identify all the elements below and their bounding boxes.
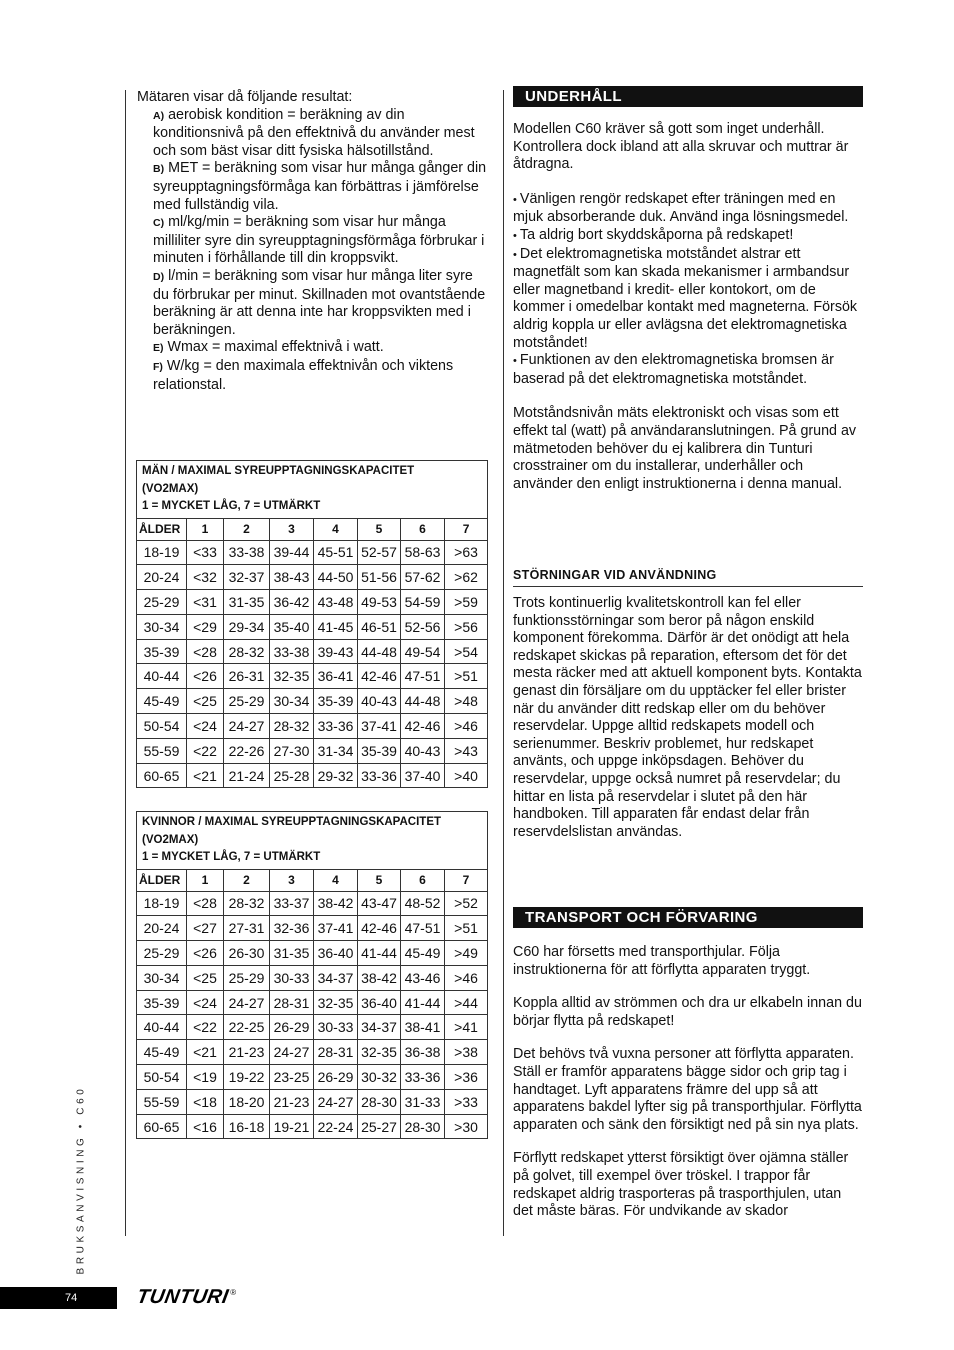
women-header-cell: 5 bbox=[358, 869, 401, 891]
men-caption-line3: 1 = MYCKET LÅG, 7 = UTMÄRKT bbox=[142, 500, 321, 512]
value-cell: 58-63 bbox=[401, 540, 445, 565]
bullet-item bbox=[513, 246, 863, 353]
value-cell: 29-34 bbox=[224, 614, 270, 639]
value-cell: <26 bbox=[187, 941, 224, 966]
age-cell: 35-39 bbox=[137, 639, 187, 664]
value-cell: 38-41 bbox=[401, 1015, 445, 1040]
value-cell: 42-46 bbox=[401, 714, 445, 739]
value-cell: 38-42 bbox=[358, 965, 401, 990]
value-cell: 43-48 bbox=[314, 590, 358, 615]
value-cell: 26-31 bbox=[224, 664, 270, 689]
table-row bbox=[137, 990, 488, 1015]
value-cell: >59 bbox=[445, 590, 488, 615]
value-cell: 21-23 bbox=[224, 1040, 270, 1065]
age-cell: 40-44 bbox=[137, 664, 187, 689]
men-vo2max-table bbox=[136, 460, 488, 788]
women-header-cell: 6 bbox=[401, 869, 445, 891]
men-caption-line2: (VO2MAX) bbox=[142, 482, 199, 495]
motstand-paragraph: Motståndsnivån mäts elektroniskt och visas som ett effekt tal (watt) på användaranslutningen. På grund av mätmetoden behöver du ej kalibrera din Tunturi crosstrainer om du installerar, underhåller och använder den enligt instruktionerna i denna manual. bbox=[513, 405, 857, 492]
value-cell: 34-37 bbox=[314, 965, 358, 990]
age-cell: 20-24 bbox=[137, 916, 187, 941]
definition-label: B) bbox=[153, 163, 165, 176]
value-cell: 21-24 bbox=[224, 763, 270, 788]
value-cell: 33-36 bbox=[314, 714, 358, 739]
value-cell: >51 bbox=[445, 664, 488, 689]
value-cell: >36 bbox=[445, 1065, 488, 1090]
table-row bbox=[137, 1015, 488, 1040]
men-table-caption bbox=[137, 461, 488, 519]
value-cell: 33-37 bbox=[270, 891, 314, 916]
transport-paragraph-4: Förflytt redskapet ytterst försiktigt över ojämna ställer på golvet, till exempel över tröskel. I trappor får redskapet aldrig trasporteras på trasporthjulen, utan det måste bäras. För undvikande av skador bbox=[513, 1150, 849, 1220]
age-cell: 20-24 bbox=[137, 565, 187, 590]
value-cell: 35-40 bbox=[270, 614, 314, 639]
age-cell: 60-65 bbox=[137, 763, 187, 788]
storningar-paragraph: Trots kontinuerlig kvalitetskontroll kan fel eller funktionsstörningar som beror på någon enskild komponent förekomma. Därför är det onödigt att hela redskapet skickas på reparation, eftersom det för det mesta räcker med att aktuell komponent byts. Kontakta genast din försäljare om du upptäcker fel eller brister när du använder ditt redskap eller om du behöver reservdelar. Uppge alltid redskapets modell och serienummer. Beskriv problemet, hur redskapet använts, och uppge inköpsdagen. Behöver du reservdelar, uppge också numret på reservdelar; du hittar en lista på reservdelar i slutet på den här handboken. Till apparaten får endast delar från reservdelslistan användas. bbox=[513, 595, 862, 840]
men-header-cell: 7 bbox=[445, 518, 488, 540]
manual-side-label: BRUKSANVISNING • C60 bbox=[75, 1085, 87, 1275]
value-cell: 28-32 bbox=[224, 891, 270, 916]
value-cell: 33-38 bbox=[224, 540, 270, 565]
value-cell: >63 bbox=[445, 540, 488, 565]
value-cell: <22 bbox=[187, 1015, 224, 1040]
age-cell: 30-34 bbox=[137, 965, 187, 990]
value-cell: 41-44 bbox=[401, 990, 445, 1015]
brand-wordmark: TUNTURI bbox=[135, 1286, 231, 1308]
bullet-dot-icon: • bbox=[513, 229, 520, 242]
age-cell: 25-29 bbox=[137, 941, 187, 966]
women-header-cell: 3 bbox=[270, 869, 314, 891]
value-cell: 29-32 bbox=[314, 763, 358, 788]
definition-item bbox=[137, 160, 487, 214]
value-cell: >33 bbox=[445, 1089, 488, 1114]
value-cell: 22-26 bbox=[224, 738, 270, 763]
value-cell: <31 bbox=[187, 590, 224, 615]
women-header-cell: ÅLDER bbox=[137, 869, 187, 891]
transport-heading: TRANSPORT OCH FÖRVARING bbox=[513, 907, 863, 928]
value-cell: 32-35 bbox=[270, 664, 314, 689]
bullet-text: Vänligen rengör redskapet efter träningen med en mjuk absorberande duk. Använd inga lösningsmedel. bbox=[513, 190, 849, 226]
women-header-cell: 2 bbox=[224, 869, 270, 891]
value-cell: 30-34 bbox=[270, 689, 314, 714]
value-cell: 24-27 bbox=[314, 1089, 358, 1114]
definition-label: F) bbox=[153, 360, 163, 373]
women-header-cell: 7 bbox=[445, 869, 488, 891]
value-cell: 18-20 bbox=[224, 1089, 270, 1114]
transport-paragraph-3: Det behövs två vuxna personer att förflytta apparaten. Ställ er framför apparatens bägge sidor och grip tag i handtaget. Lyft apparatens främre del upp så att apparatens bakdel lyfter sig på transporthjular. Förflytta apparaten och sänk den försiktigt ned på sin nya plats. bbox=[513, 1046, 862, 1133]
value-cell: 26-29 bbox=[314, 1065, 358, 1090]
value-cell: <33 bbox=[187, 540, 224, 565]
value-cell: 40-43 bbox=[358, 689, 401, 714]
table-row bbox=[137, 941, 488, 966]
value-cell: >43 bbox=[445, 738, 488, 763]
table-row bbox=[137, 540, 488, 565]
value-cell: 44-50 bbox=[314, 565, 358, 590]
bullet-dot-icon: • bbox=[513, 193, 520, 206]
men-header-cell: 1 bbox=[187, 518, 224, 540]
value-cell: 32-36 bbox=[270, 916, 314, 941]
registered-mark: ® bbox=[230, 1288, 237, 1297]
table-row bbox=[137, 565, 488, 590]
definition-text: aerobisk kondition = beräkning av din konditionsnivå på den effektnivå du använder mest och som bäst visar ditt fysiska hälsotillstånd. bbox=[153, 106, 475, 159]
value-cell: 36-40 bbox=[358, 990, 401, 1015]
value-cell: >40 bbox=[445, 763, 488, 788]
value-cell: 47-51 bbox=[401, 664, 445, 689]
definition-label: C) bbox=[153, 217, 165, 230]
value-cell: 19-21 bbox=[270, 1114, 314, 1139]
transport-paragraph-2: Koppla alltid av strömmen och dra ur elkabeln innan du börjar flytta på redskapet! bbox=[513, 995, 862, 1029]
value-cell: <18 bbox=[187, 1089, 224, 1114]
value-cell: 21-23 bbox=[270, 1089, 314, 1114]
value-cell: 37-41 bbox=[358, 714, 401, 739]
value-cell: 32-37 bbox=[224, 565, 270, 590]
age-cell: 45-49 bbox=[137, 689, 187, 714]
value-cell: 46-51 bbox=[358, 614, 401, 639]
value-cell: 28-32 bbox=[224, 639, 270, 664]
value-cell: 37-41 bbox=[314, 916, 358, 941]
age-cell: 30-34 bbox=[137, 614, 187, 639]
value-cell: 48-52 bbox=[401, 891, 445, 916]
value-cell: 47-51 bbox=[401, 916, 445, 941]
age-cell: 55-59 bbox=[137, 738, 187, 763]
value-cell: 16-18 bbox=[224, 1114, 270, 1139]
value-cell: 49-54 bbox=[401, 639, 445, 664]
value-cell: 30-33 bbox=[314, 1015, 358, 1040]
value-cell: 49-53 bbox=[358, 590, 401, 615]
value-cell: >51 bbox=[445, 916, 488, 941]
value-cell: 22-24 bbox=[314, 1114, 358, 1139]
women-vo2max-table bbox=[136, 811, 488, 1139]
value-cell: 36-42 bbox=[270, 590, 314, 615]
definition-item bbox=[137, 214, 487, 268]
value-cell: 24-27 bbox=[224, 714, 270, 739]
men-header-cell: 3 bbox=[270, 518, 314, 540]
value-cell: 39-44 bbox=[270, 540, 314, 565]
table-row bbox=[137, 916, 488, 941]
value-cell: <16 bbox=[187, 1114, 224, 1139]
age-cell: 40-44 bbox=[137, 1015, 187, 1040]
table-row bbox=[137, 689, 488, 714]
bullet-item bbox=[513, 191, 863, 227]
value-cell: 43-47 bbox=[358, 891, 401, 916]
transport-section bbox=[513, 944, 863, 1221]
value-cell: 31-34 bbox=[314, 738, 358, 763]
value-cell: 45-49 bbox=[401, 941, 445, 966]
left-text-block bbox=[137, 89, 487, 394]
bullet-text: Funktionen av den elektromagnetiska bromsen är baserad på det elektromagnetiska motståndet. bbox=[513, 352, 834, 387]
table-row bbox=[137, 965, 488, 990]
value-cell: 26-29 bbox=[270, 1015, 314, 1040]
value-cell: >46 bbox=[445, 965, 488, 990]
value-cell: <25 bbox=[187, 689, 224, 714]
value-cell: <27 bbox=[187, 916, 224, 941]
value-cell: 41-44 bbox=[358, 941, 401, 966]
value-cell: 34-37 bbox=[358, 1015, 401, 1040]
value-cell: >46 bbox=[445, 714, 488, 739]
value-cell: 30-33 bbox=[270, 965, 314, 990]
value-cell: 25-28 bbox=[270, 763, 314, 788]
men-header-cell: ÅLDER bbox=[137, 518, 187, 540]
storningar-heading: STÖRNINGAR VID ANVÄNDNING bbox=[513, 568, 863, 587]
page-number: 74 bbox=[65, 1292, 78, 1304]
value-cell: 43-46 bbox=[401, 965, 445, 990]
definition-list bbox=[137, 107, 487, 395]
value-cell: 33-36 bbox=[358, 763, 401, 788]
definition-text: beräkning är att denna inte har kroppsvikten med i beräkningen. bbox=[153, 304, 471, 338]
table-row bbox=[137, 1114, 488, 1139]
value-cell: 22-25 bbox=[224, 1015, 270, 1040]
age-cell: 60-65 bbox=[137, 1114, 187, 1139]
value-cell: 28-30 bbox=[401, 1114, 445, 1139]
center-column-rule bbox=[503, 90, 504, 1236]
definition-text: l/min = beräkning som visar hur många liter syre du förbrukar per minut. Skillnaden mot ovantstående bbox=[153, 267, 486, 303]
brand-logo bbox=[137, 1286, 236, 1308]
definition-text: ml/kg/min = beräkning som visar hur många milliliter syre din syreupptagningsförmåga förbrukar i minuten i förhållande till din kroppsvikt. bbox=[153, 214, 485, 267]
age-cell: 50-54 bbox=[137, 1065, 187, 1090]
value-cell: 45-51 bbox=[314, 540, 358, 565]
value-cell: 54-59 bbox=[401, 590, 445, 615]
value-cell: <29 bbox=[187, 614, 224, 639]
value-cell: 31-35 bbox=[224, 590, 270, 615]
value-cell: 42-46 bbox=[358, 916, 401, 941]
age-cell: 25-29 bbox=[137, 590, 187, 615]
value-cell: >56 bbox=[445, 614, 488, 639]
transport-paragraph-1: C60 har försetts med transporthjular. Följa instruktionerna för att förflytta apparaten tryggt. bbox=[513, 944, 811, 978]
value-cell: >52 bbox=[445, 891, 488, 916]
value-cell: <24 bbox=[187, 714, 224, 739]
age-cell: 35-39 bbox=[137, 990, 187, 1015]
definition-label: E) bbox=[153, 342, 164, 355]
value-cell: 26-30 bbox=[224, 941, 270, 966]
value-cell: 27-30 bbox=[270, 738, 314, 763]
value-cell: <28 bbox=[187, 891, 224, 916]
value-cell: 27-31 bbox=[224, 916, 270, 941]
value-cell: 25-29 bbox=[224, 965, 270, 990]
bullet-text: Ta aldrig bort skyddskåporna på redskapet! bbox=[519, 226, 794, 243]
women-caption-line2: (VO2MAX) bbox=[142, 833, 199, 846]
table-row bbox=[137, 1040, 488, 1065]
value-cell: 19-22 bbox=[224, 1065, 270, 1090]
table-row bbox=[137, 614, 488, 639]
value-cell: <32 bbox=[187, 565, 224, 590]
table-row bbox=[137, 590, 488, 615]
value-cell: <28 bbox=[187, 639, 224, 664]
bullet-dot-icon: • bbox=[513, 355, 520, 368]
value-cell: 24-27 bbox=[224, 990, 270, 1015]
table-row bbox=[137, 714, 488, 739]
intro-line: Mätaren visar då följande resultat: bbox=[137, 89, 353, 105]
definition-label: A) bbox=[153, 109, 165, 122]
value-cell: 44-48 bbox=[401, 689, 445, 714]
table-row bbox=[137, 664, 488, 689]
value-cell: >38 bbox=[445, 1040, 488, 1065]
value-cell: 25-29 bbox=[224, 689, 270, 714]
storningar-section bbox=[513, 595, 863, 841]
women-header-cell: 4 bbox=[314, 869, 358, 891]
value-cell: 36-41 bbox=[314, 664, 358, 689]
table-row bbox=[137, 639, 488, 664]
value-cell: 42-46 bbox=[358, 664, 401, 689]
underhall-intro: Modellen C60 kräver så gott som inget underhåll. Kontrollera dock ibland att alla skruvar och muttrar är åtdragna. bbox=[513, 121, 849, 173]
value-cell: >54 bbox=[445, 639, 488, 664]
underhall-heading: UNDERHÅLL bbox=[513, 86, 863, 107]
underhall-bullet-list bbox=[513, 191, 863, 389]
definition-item bbox=[137, 339, 487, 358]
value-cell: <26 bbox=[187, 664, 224, 689]
value-cell: 31-35 bbox=[270, 941, 314, 966]
women-table-header bbox=[137, 869, 488, 891]
table-row bbox=[137, 738, 488, 763]
value-cell: <22 bbox=[187, 738, 224, 763]
value-cell: 41-45 bbox=[314, 614, 358, 639]
page-number-box bbox=[0, 1287, 117, 1309]
value-cell: 44-48 bbox=[358, 639, 401, 664]
men-header-cell: 2 bbox=[224, 518, 270, 540]
underhall-section bbox=[513, 121, 863, 493]
value-cell: >44 bbox=[445, 990, 488, 1015]
definition-text: W/kg = den maximala effektnivån och viktens relationstal. bbox=[153, 357, 454, 393]
value-cell: 35-39 bbox=[358, 738, 401, 763]
value-cell: 38-42 bbox=[314, 891, 358, 916]
definition-text: Wmax = maximal effektnivå i watt. bbox=[167, 339, 384, 356]
value-cell: <25 bbox=[187, 965, 224, 990]
value-cell: 37-40 bbox=[401, 763, 445, 788]
value-cell: 52-56 bbox=[401, 614, 445, 639]
value-cell: 24-27 bbox=[270, 1040, 314, 1065]
value-cell: 30-32 bbox=[358, 1065, 401, 1090]
value-cell: 32-35 bbox=[314, 990, 358, 1015]
value-cell: >41 bbox=[445, 1015, 488, 1040]
definition-text: MET = beräkning som visar hur många gånger din syreupptagningsförmåga kan förbättras i jämförelse med fullständig vila. bbox=[153, 160, 487, 213]
value-cell: 38-43 bbox=[270, 565, 314, 590]
value-cell: 40-43 bbox=[401, 738, 445, 763]
value-cell: 28-31 bbox=[314, 1040, 358, 1065]
men-header-cell: 5 bbox=[358, 518, 401, 540]
value-cell: 31-33 bbox=[401, 1089, 445, 1114]
table-row bbox=[137, 1065, 488, 1090]
women-table-caption bbox=[137, 812, 488, 870]
value-cell: 28-30 bbox=[358, 1089, 401, 1114]
table-row bbox=[137, 1089, 488, 1114]
men-table-header bbox=[137, 518, 488, 540]
age-cell: 50-54 bbox=[137, 714, 187, 739]
value-cell: <21 bbox=[187, 763, 224, 788]
bullet-dot-icon: • bbox=[513, 248, 520, 261]
left-column-rule bbox=[125, 90, 126, 1236]
value-cell: 23-25 bbox=[270, 1065, 314, 1090]
bullet-text: Det elektromagnetiska motståndet alstrar ett magnetfält som kan skada mekanismer i armbandsur eller magnetband i kredit- eller kontokort, om de kommer i omedelbar kontakt med magneterna. Försök aldrig koppla ur eller avlägsna det elektromagnetiska motståndet! bbox=[513, 245, 858, 351]
age-cell: 18-19 bbox=[137, 540, 187, 565]
value-cell: 32-35 bbox=[358, 1040, 401, 1065]
value-cell: 36-40 bbox=[314, 941, 358, 966]
value-cell: >30 bbox=[445, 1114, 488, 1139]
women-caption-line1: KVINNOR / MAXIMAL SYREUPPTAGNINGSKAPACITET bbox=[142, 816, 442, 828]
value-cell: 28-32 bbox=[270, 714, 314, 739]
definition-label: D) bbox=[153, 270, 165, 283]
value-cell: >48 bbox=[445, 689, 488, 714]
value-cell: <21 bbox=[187, 1040, 224, 1065]
value-cell: 35-39 bbox=[314, 689, 358, 714]
value-cell: <24 bbox=[187, 990, 224, 1015]
value-cell: 57-62 bbox=[401, 565, 445, 590]
definition-item bbox=[137, 358, 487, 394]
bullet-item bbox=[513, 352, 863, 388]
table-row bbox=[137, 763, 488, 788]
value-cell: <19 bbox=[187, 1065, 224, 1090]
value-cell: 33-36 bbox=[401, 1065, 445, 1090]
men-header-cell: 4 bbox=[314, 518, 358, 540]
table-row bbox=[137, 891, 488, 916]
definition-item bbox=[137, 107, 487, 161]
value-cell: >49 bbox=[445, 941, 488, 966]
men-caption-line1: MÄN / MAXIMAL SYREUPPTAGNINGSKAPACITET bbox=[142, 465, 415, 477]
value-cell: >62 bbox=[445, 565, 488, 590]
women-caption-line3: 1 = MYCKET LÅG, 7 = UTMÄRKT bbox=[142, 851, 321, 863]
age-cell: 18-19 bbox=[137, 891, 187, 916]
value-cell: 28-31 bbox=[270, 990, 314, 1015]
age-cell: 45-49 bbox=[137, 1040, 187, 1065]
value-cell: 39-43 bbox=[314, 639, 358, 664]
value-cell: 25-27 bbox=[358, 1114, 401, 1139]
value-cell: 33-38 bbox=[270, 639, 314, 664]
value-cell: 52-57 bbox=[358, 540, 401, 565]
women-header-cell: 1 bbox=[187, 869, 224, 891]
men-header-cell: 6 bbox=[401, 518, 445, 540]
value-cell: 36-38 bbox=[401, 1040, 445, 1065]
definition-item bbox=[137, 304, 487, 339]
definition-item bbox=[137, 268, 487, 304]
bullet-item bbox=[513, 227, 863, 246]
value-cell: 51-56 bbox=[358, 565, 401, 590]
age-cell: 55-59 bbox=[137, 1089, 187, 1114]
